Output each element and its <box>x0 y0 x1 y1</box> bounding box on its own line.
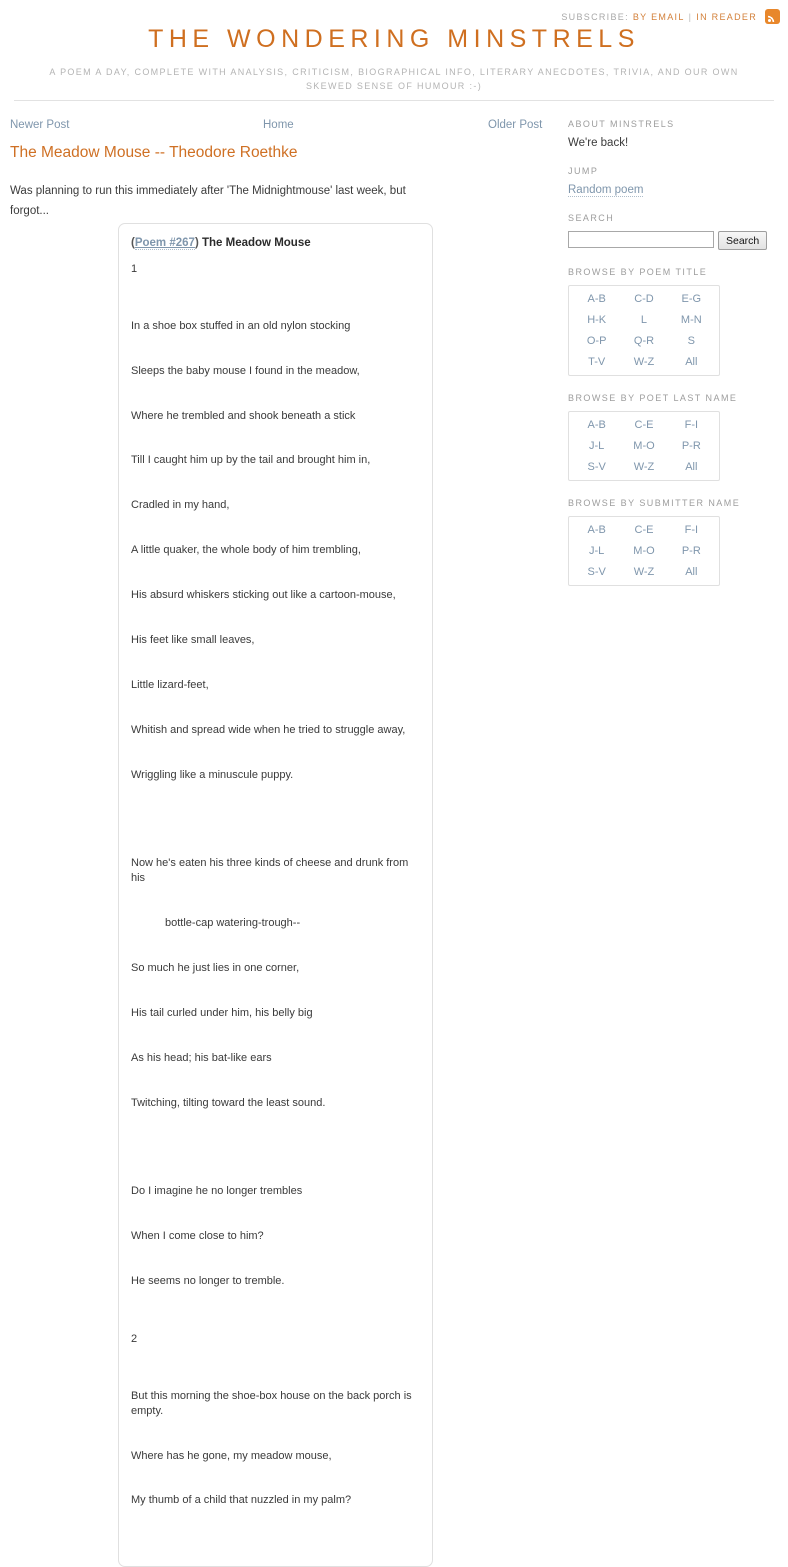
subscribe-label: SUBSCRIBE: <box>561 11 629 22</box>
browse-link[interactable]: A-B <box>587 293 606 305</box>
search-heading: SEARCH <box>568 213 615 223</box>
browse-poet-last-name-grid <box>568 411 720 481</box>
browse-link[interactable]: W-Z <box>633 566 655 578</box>
browse-link[interactable]: E-G <box>681 293 702 305</box>
poem-stanza-1 <box>131 289 420 812</box>
poem-line: Now he's eaten his three kinds of cheese and drunk from his <box>131 857 412 885</box>
poem-line: Do I imagine he no longer trembles <box>131 1185 303 1198</box>
poem-title: The Meadow Mouse <box>202 237 311 249</box>
poem-line: But this morning the shoe-box house on the back porch is empty. <box>131 1389 415 1417</box>
browse-link[interactable]: M-O <box>633 545 655 557</box>
poem-stanza-2 <box>131 826 420 1140</box>
jump-heading: JUMP <box>568 166 599 176</box>
poem-line: So much he just lies in one corner, <box>131 961 300 974</box>
browse-link[interactable]: J-L <box>589 440 605 452</box>
sidebar <box>568 119 778 603</box>
poem-line: Cradled in my hand, <box>131 499 230 512</box>
newer-post-link[interactable]: Newer Post <box>10 119 70 131</box>
browse-link[interactable]: J-L <box>589 545 605 557</box>
poem-line: When I come close to him? <box>131 1230 264 1243</box>
poem-section-number-1: 1 <box>131 263 138 275</box>
browse-link[interactable]: All <box>685 356 698 368</box>
browse-link[interactable]: H-K <box>587 314 607 326</box>
poem-line: Sleeps the baby mouse I found in the meadow, <box>131 364 360 377</box>
poem-paren-open: ( <box>131 237 135 249</box>
browse-link[interactable]: P-R <box>681 545 701 557</box>
poem-heading <box>131 237 420 249</box>
subscribe-bar <box>561 9 780 24</box>
browse-link[interactable]: All <box>685 566 698 578</box>
poem-line: Whitish and spread wide when he tried to struggle away, <box>131 723 406 736</box>
search-row <box>568 231 778 250</box>
main-column <box>10 144 550 221</box>
poem-line: My thumb of a child that nuzzled in my palm? <box>131 1494 352 1507</box>
poem-line-indented: bottle-cap watering-trough-- <box>165 917 301 930</box>
sidebar-section-browse-poem-title <box>568 267 778 376</box>
browse-link[interactable]: C-E <box>634 419 654 431</box>
sidebar-section-about <box>568 119 778 149</box>
browse-link[interactable]: F-I <box>684 524 699 536</box>
poem-line: Little lizard-feet, <box>131 678 209 691</box>
browse-link[interactable]: S <box>687 335 695 347</box>
browse-link[interactable]: L <box>640 314 648 326</box>
browse-poem-title-grid <box>568 285 720 376</box>
poem-line: His tail curled under him, his belly big <box>131 1006 313 1019</box>
browse-link[interactable]: C-E <box>634 524 654 536</box>
browse-link[interactable]: C-D <box>634 293 654 305</box>
about-text: We're back! <box>568 137 629 149</box>
poem-line: A little quaker, the whole body of him trembling, <box>131 544 361 557</box>
poem-line: Where he trembled and shook beneath a stick <box>131 409 356 422</box>
browse-link[interactable]: A-B <box>587 419 606 431</box>
sidebar-section-browse-poet-last-name <box>568 393 778 481</box>
browse-link[interactable]: S-V <box>587 461 606 473</box>
browse-poem-title-heading: BROWSE BY POEM TITLE <box>568 267 708 277</box>
browse-link[interactable]: Q-R <box>633 335 655 347</box>
poem-line: In a shoe box stuffed in an old nylon stocking <box>131 319 351 332</box>
browse-link[interactable]: S-V <box>587 566 606 578</box>
poem-stanza-3 <box>131 1154 420 1318</box>
post-intro-text: Was planning to run this immediately after 'The Midnightmouse' last week, but forgot... <box>10 184 406 217</box>
browse-link[interactable]: A-B <box>587 524 606 536</box>
browse-link[interactable]: M-N <box>680 314 702 326</box>
search-input[interactable] <box>568 231 714 248</box>
random-poem-link[interactable]: Random poem <box>568 184 644 196</box>
browse-link[interactable]: W-Z <box>633 356 655 368</box>
about-heading: ABOUT MINSTRELS <box>568 119 675 129</box>
search-button[interactable]: Search <box>718 231 767 250</box>
browse-submitter-name-heading: BROWSE BY SUBMITTER NAME <box>568 498 741 508</box>
poem-section-number-2: 2 <box>131 1332 138 1345</box>
sidebar-section-browse-submitter-name <box>568 498 778 586</box>
site-title: THE WONDERING MINSTRELS <box>148 25 640 53</box>
home-link[interactable]: Home <box>263 119 294 131</box>
post-title: The Meadow Mouse -- Theodore Roethke <box>10 144 298 161</box>
poem-box <box>118 223 433 1567</box>
browse-link[interactable]: T-V <box>588 356 606 368</box>
poem-line: Twitching, tilting toward the least sound. <box>131 1096 326 1109</box>
poem-number-link[interactable]: Poem #267 <box>134 237 195 249</box>
subscribe-in-reader-link[interactable]: IN READER <box>696 11 757 22</box>
poem-paren-close: ) <box>194 237 199 249</box>
poem-line: Where has he gone, my meadow mouse, <box>131 1449 332 1462</box>
older-post-link[interactable]: Older Post <box>488 119 543 131</box>
browse-poet-last-name-heading: BROWSE BY POET LAST NAME <box>568 393 738 403</box>
browse-link[interactable]: W-Z <box>633 461 655 473</box>
browse-link[interactable]: O-P <box>586 335 607 347</box>
sidebar-section-search <box>568 213 778 250</box>
subscribe-by-email-link[interactable]: BY EMAIL <box>632 11 685 22</box>
poem-stanza-4 <box>131 1359 420 1538</box>
poem-line: As his head; his bat-like ears <box>131 1051 272 1064</box>
browse-link[interactable]: M-O <box>633 440 655 452</box>
browse-link[interactable]: All <box>685 461 698 473</box>
poem-line: Till I caught him up by the tail and brought him in, <box>131 454 371 467</box>
post-navigation <box>10 119 550 133</box>
site-tagline: A POEM A DAY, COMPLETE WITH ANALYSIS, CRITICISM, BIOGRAPHICAL INFO, LITERARY ANECDOTES, TRIVIA, AND OUR OWN SKEWED SENSE OF HUMOUR :-) <box>49 67 739 91</box>
subscribe-separator: | <box>688 11 693 22</box>
sidebar-section-jump <box>568 166 778 196</box>
poem-line: His feet like small leaves, <box>131 633 255 646</box>
poem-line: His absurd whiskers sticking out like a cartoon-mouse, <box>131 589 396 602</box>
rss-icon[interactable] <box>765 9 780 24</box>
browse-link[interactable]: P-R <box>681 440 701 452</box>
poem-line: He seems no longer to tremble. <box>131 1275 285 1287</box>
poem-line: Wriggling like a minuscule puppy. <box>131 768 294 781</box>
browse-link[interactable]: F-I <box>684 419 699 431</box>
header-divider <box>14 100 774 101</box>
browse-submitter-name-grid <box>568 516 720 586</box>
